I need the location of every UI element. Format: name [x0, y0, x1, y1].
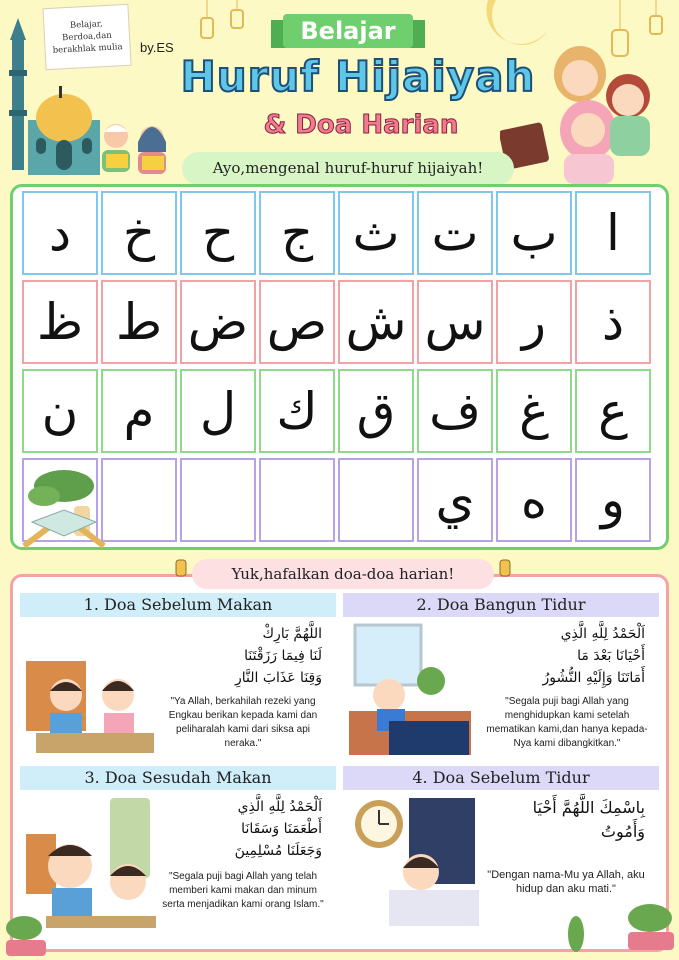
letter-card-ha — [180, 191, 256, 275]
children-reading-illustration — [96, 118, 182, 182]
letter-glyph: ث — [352, 204, 400, 262]
letter-glyph: ص — [266, 293, 328, 351]
letter-glyph: ه — [520, 471, 548, 529]
letter-card-wau — [575, 458, 651, 542]
prayer-translation: "Segala puji bagi Allah yang menghidupkan kami setelah mematikan kami,dan hanya kepada-Nya kami dibangkitkan." — [486, 696, 648, 749]
letter-glyph: ظ — [36, 293, 84, 351]
letter-card-fa — [417, 369, 493, 453]
letter-glyph: ح — [201, 204, 235, 262]
letter-card-ghain — [496, 369, 572, 453]
letter-glyph: ق — [356, 382, 396, 440]
author-label: by.ES — [140, 40, 174, 55]
prayer-arabic — [455, 796, 645, 844]
children-group-illustration — [500, 26, 678, 186]
prayer-title: 2. Doa Bangun Tidur — [343, 593, 659, 617]
letter-glyph: و — [600, 471, 626, 529]
letter-card-ain — [575, 369, 651, 453]
plant-decor-icon — [562, 900, 679, 960]
note-line: Berdoa,dan — [61, 30, 113, 44]
arabic-line: اَلْحَمْدُ لِلَّهِ الَّذِي — [237, 799, 322, 815]
letter-glyph: م — [123, 382, 155, 440]
prayer-arabic — [132, 796, 322, 862]
letter-glyph: ج — [280, 204, 314, 262]
arabic-line: وَقِنَا عَذَابَ النَّارِ — [234, 670, 322, 686]
note-line: berakhlak mulia — [52, 42, 123, 56]
arabic-line: اللَّهُمَّ بَارِكْ — [262, 626, 322, 642]
letter-card-syin — [338, 280, 414, 364]
prayer-arabic — [455, 623, 645, 689]
letter-card-qaf — [338, 369, 414, 453]
letter-card-mim — [101, 369, 177, 453]
prayer-card-waking-up — [343, 593, 659, 761]
letter-card-nun — [22, 369, 98, 453]
letter-card-shad — [259, 280, 335, 364]
prayer-card-after-eating — [20, 766, 336, 934]
letter-glyph: ع — [598, 382, 628, 440]
arabic-line: اَلْحَمْدُ لِلَّهِ الَّذِي — [560, 626, 645, 642]
lantern-icon — [496, 556, 514, 580]
letter-glyph: ط — [115, 293, 163, 351]
letter-glyph: ل — [199, 382, 237, 440]
letter-glyph: ت — [431, 204, 479, 262]
letter-glyph: ف — [429, 382, 481, 440]
prayer-title: 1. Doa Sebelum Makan — [20, 593, 336, 617]
letter-card-empty — [259, 458, 335, 542]
arabic-line: وَأَمُوتُ — [600, 822, 645, 841]
letter-glyph: ي — [435, 471, 475, 529]
letter-card-alif — [575, 191, 651, 275]
letter-glyph: ن — [41, 382, 79, 440]
letter-card-dhad — [180, 280, 256, 364]
arabic-line: أَطْعَمَنَا وَسَقَانَا — [241, 821, 322, 837]
letter-card-jim — [259, 191, 335, 275]
section-heading-letters: Ayo,mengenal huruf-huruf hijaiyah! — [182, 152, 514, 185]
letter-card-dzal — [575, 280, 651, 364]
letter-card-ha-end — [496, 458, 572, 542]
letter-card-empty — [338, 458, 414, 542]
letter-glyph: غ — [519, 382, 549, 440]
prayer-translation: "Dengan nama-Mu ya Allah, aku hidup dan aku mati." — [487, 869, 645, 895]
lantern-icon — [193, 0, 253, 60]
letter-glyph: ض — [187, 293, 249, 351]
letter-glyph: ر — [521, 293, 547, 351]
letter-glyph: ب — [510, 204, 558, 262]
letter-card-kaf — [259, 369, 335, 453]
ribbon-label: Belajar — [283, 14, 413, 48]
letter-card-tsa — [338, 191, 414, 275]
prayer-translation: "Ya Allah, berkahilah rezeki yang Engkau berikan kepada kami dan peliharalah kami dari siksa api neraka." — [168, 696, 318, 749]
letter-glyph: د — [48, 204, 72, 262]
page-subtitle: & Doa Harian — [263, 110, 459, 140]
section-heading-prayers: Yuk,hafalkan doa-doa harian! — [192, 559, 494, 589]
note-line: Belajar, — [69, 19, 103, 31]
letter-glyph: ذ — [601, 293, 625, 351]
letter-card-tha — [101, 280, 177, 364]
letter-card-sin — [417, 280, 493, 364]
letter-glyph: ش — [345, 293, 407, 351]
page-title: Huruf Hijaiyah — [180, 52, 536, 101]
letter-card-empty — [180, 458, 256, 542]
prayer-card-before-eating — [20, 593, 336, 761]
plant-decor-icon — [0, 908, 50, 960]
lantern-icon — [172, 556, 190, 580]
letter-glyph: ا — [606, 204, 620, 262]
letter-card-ba — [496, 191, 572, 275]
letter-card-lam — [180, 369, 256, 453]
note-card — [42, 4, 131, 70]
prayer-arabic — [132, 623, 322, 689]
letter-card-ta — [417, 191, 493, 275]
letter-card-zha — [22, 280, 98, 364]
prayer-title: 3. Doa Sesudah Makan — [20, 766, 336, 790]
prayer-title: 4. Doa Sebelum Tidur — [343, 766, 659, 790]
arabic-line: وَجَعَلَنَا مُسْلِمِينَ — [234, 843, 322, 859]
arabic-line: بِاسْمِكَ اللَّهُمَّ أَحْيَا — [532, 798, 645, 817]
letter-card-dal — [22, 191, 98, 275]
letter-glyph: خ — [122, 204, 156, 262]
arabic-line: لَنَا فِيمَا رَزَقْتَنَا — [244, 648, 322, 664]
letter-card-kha — [101, 191, 177, 275]
letter-card-ra — [496, 280, 572, 364]
letter-glyph: س — [424, 293, 486, 351]
letter-card-ya — [417, 458, 493, 542]
arabic-line: أَحْيَانَا بَعْدَ مَا — [577, 648, 645, 664]
arabic-line: أَمَاتَنَا وَإِلَيْهِ النُّشُورُ — [542, 670, 645, 686]
prayer-translation: "Segala puji bagi Allah yang telah memberi kami makan dan minum serta menjadikan kami orang Islam." — [162, 871, 324, 910]
quran-stand-plant-illustration — [14, 466, 114, 556]
letter-glyph: ك — [276, 382, 318, 440]
